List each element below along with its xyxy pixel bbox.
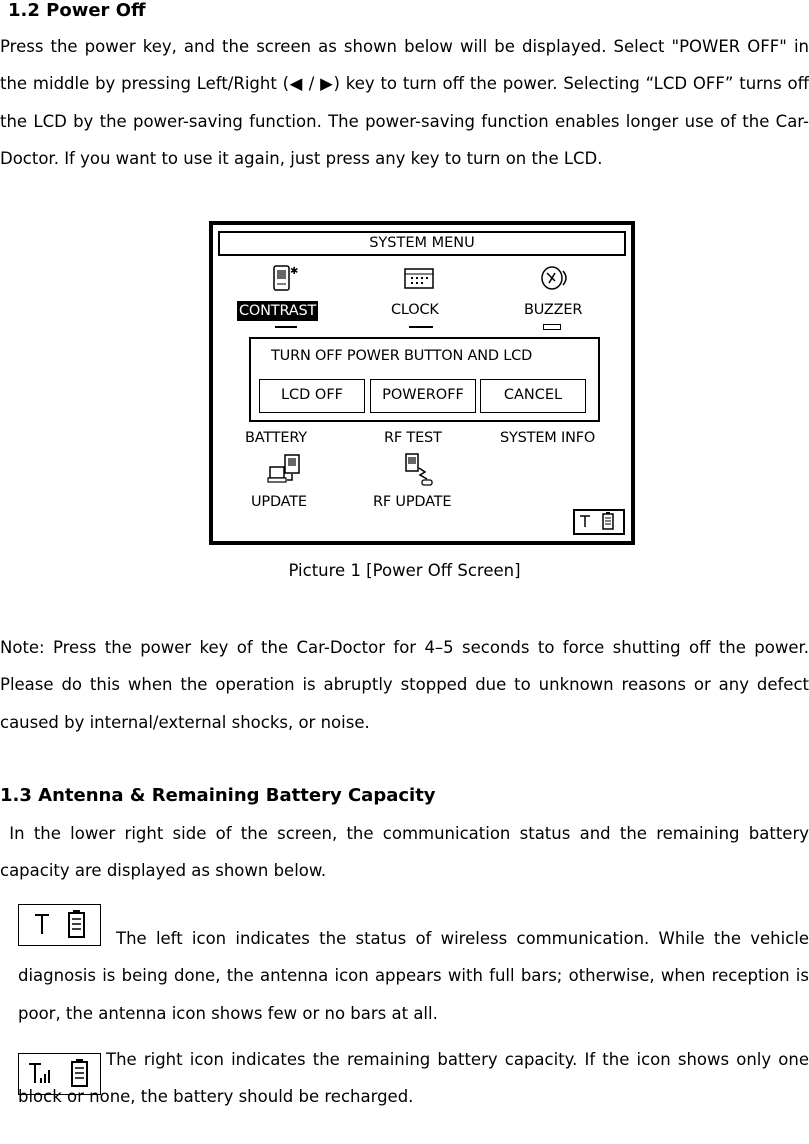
battery-icon-partial <box>275 326 297 332</box>
lcd-status-indicator <box>573 509 625 535</box>
buzzer-icon <box>537 263 573 293</box>
rf-test-icon-partial <box>409 326 433 332</box>
menu-item-clock[interactable]: CLOCK <box>391 302 439 318</box>
rf-update-icon <box>403 452 437 488</box>
menu-item-rf-update[interactable]: RF UPDATE <box>373 494 452 510</box>
antenna-paragraph: In the lower right side of the screen, the communication status and the remaining battery capacity are displayed as shown below. <box>0 824 809 881</box>
contrast-icon <box>271 263 301 293</box>
clock-icon <box>403 265 437 291</box>
section-heading-power-off: 1.2 Power Off <box>8 0 146 21</box>
figure-caption: Picture 1 [Power Off Screen] <box>288 561 521 580</box>
system-info-icon-partial <box>543 324 561 330</box>
lcd-title-bar <box>218 231 626 256</box>
power-off-screen-image <box>209 221 635 545</box>
cancel-button[interactable]: CANCEL <box>480 379 586 413</box>
lcd-off-button[interactable]: LCD OFF <box>259 379 365 413</box>
menu-item-contrast[interactable]: CONTRAST <box>239 303 317 319</box>
dialog-title: TURN OFF POWER BUTTON AND LCD <box>271 348 533 364</box>
menu-item-rf-test[interactable]: RF TEST <box>384 430 442 446</box>
section-heading-antenna: 1.3 Antenna & Remaining Battery Capacity <box>0 785 436 806</box>
power-off-button[interactable]: POWEROFF <box>370 379 476 413</box>
menu-item-buzzer[interactable]: BUZZER <box>524 302 583 318</box>
svg-text:✱: ✱ <box>290 266 299 277</box>
power-off-dialog <box>249 337 600 422</box>
menu-item-battery[interactable]: BATTERY <box>245 430 307 446</box>
battery-icon-description: The right icon indicates the remaining battery capacity. If the icon shows only one block or none, the battery should be recharged. <box>18 1050 809 1107</box>
power-off-note: Note: Press the power key of the Car-Doctor for 4–5 seconds to force shutting off the power. Please do this when the operation is abruptly stopped due to unknown reasons or any defect caused by internal/external shocks, or noise. <box>0 638 809 732</box>
antenna-icon-description: The left icon indicates the status of wireless communication. While the vehicle diagnosis is being done, the antenna icon appears with full bars; otherwise, when reception is poor, the antenna icon shows few or no bars at all. <box>18 929 809 1023</box>
lcd-title: SYSTEM MENU <box>369 235 475 251</box>
update-icon <box>267 453 307 487</box>
menu-item-system-info[interactable]: SYSTEM INFO <box>500 430 596 446</box>
power-off-paragraph: Press the power key, and the screen as shown below will be displayed. Select "POWER OFF" in the middle by pressing Left/Right (◀ / ▶) key to turn off the power. Selecting “LCD OFF” turns off the LCD by the power-saving function. The power-saving function enables longer use of the Car-Doctor. If you want to use it again, just press any key to turn on the LCD. <box>0 37 809 168</box>
menu-item-update[interactable]: UPDATE <box>251 494 307 510</box>
antenna-battery-icon <box>575 511 623 533</box>
